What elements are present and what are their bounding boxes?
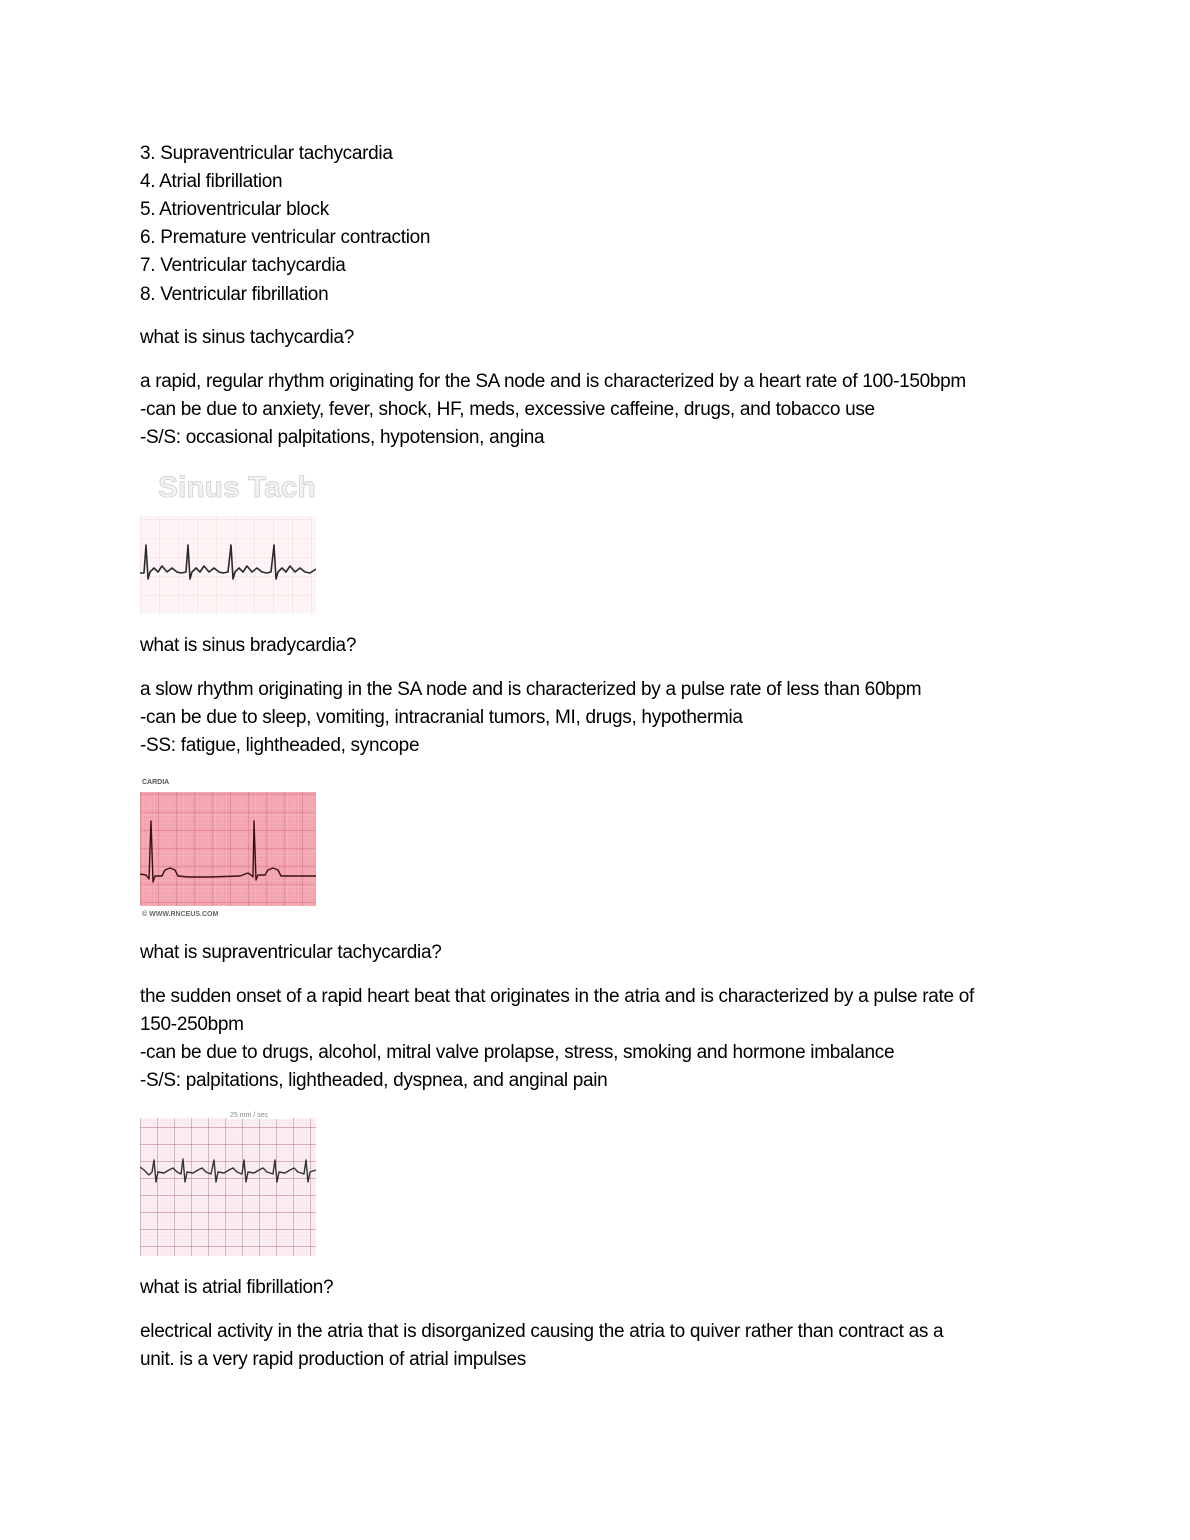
answer-line: -S/S: occasional palpitations, hypotension, angina [140,427,545,448]
answer-line: a rapid, regular rhythm originating for the SA node and is characterized by a heart rate of 100-150bpm [140,371,966,392]
question-heading: what is sinus tachycardia? [140,327,354,348]
answer-line: -can be due to sleep, vomiting, intracranial tumors, MI, drugs, hypothermia [140,707,743,728]
question-heading: what is atrial fibrillation? [140,1277,334,1298]
answer-line: -S/S: palpitations, lightheaded, dyspnea, and anginal pain [140,1070,608,1091]
question-heading: what is supraventricular tachycardia? [140,942,442,963]
list-item: 5. Atrioventricular block [140,199,329,220]
ecg-image-sinus-bradycardia [140,776,316,922]
answer-line: the sudden onset of a rapid heart beat that originates in the atria and is characterized by a pulse rate of [140,986,975,1007]
answer-line: -SS: fatigue, lightheaded, syncope [140,735,420,756]
figure-label-top: CARDIA [142,779,170,786]
answer-line: 150-250bpm [140,1014,244,1035]
list-item: 8. Ventricular fibrillation [140,284,329,305]
figure-label-bottom: © WWW.RNCEUS.COM [142,911,219,918]
answer-line: electrical activity in the atria that is disorganized causing the atria to quiver rather than contract as a [140,1321,944,1342]
list-item: 7. Ventricular tachycardia [140,255,346,276]
ecg-image-sinus-tachycardia [140,462,316,614]
answer-line: a slow rhythm originating in the SA node and is characterized by a pulse rate of less than 60bpm [140,679,922,700]
list-item: 6. Premature ventricular contraction [140,227,431,248]
figure-title: Sinus Tach [158,471,316,504]
list-item: 4. Atrial fibrillation [140,171,283,192]
list-item: 3. Supraventricular tachycardia [140,143,393,164]
answer-line: unit. is a very rapid production of atrial impulses [140,1349,527,1370]
figure-scale-label: 25 mm / sec [230,1112,269,1119]
answer-line: -can be due to drugs, alcohol, mitral valve prolapse, stress, smoking and hormone imbalance [140,1042,895,1063]
question-heading: what is sinus bradycardia? [140,635,357,656]
answer-line: -can be due to anxiety, fever, shock, HF, meds, excessive caffeine, drugs, and tobacco use [140,399,875,420]
ecg-image-supraventricular-tachycardia [140,1110,316,1257]
